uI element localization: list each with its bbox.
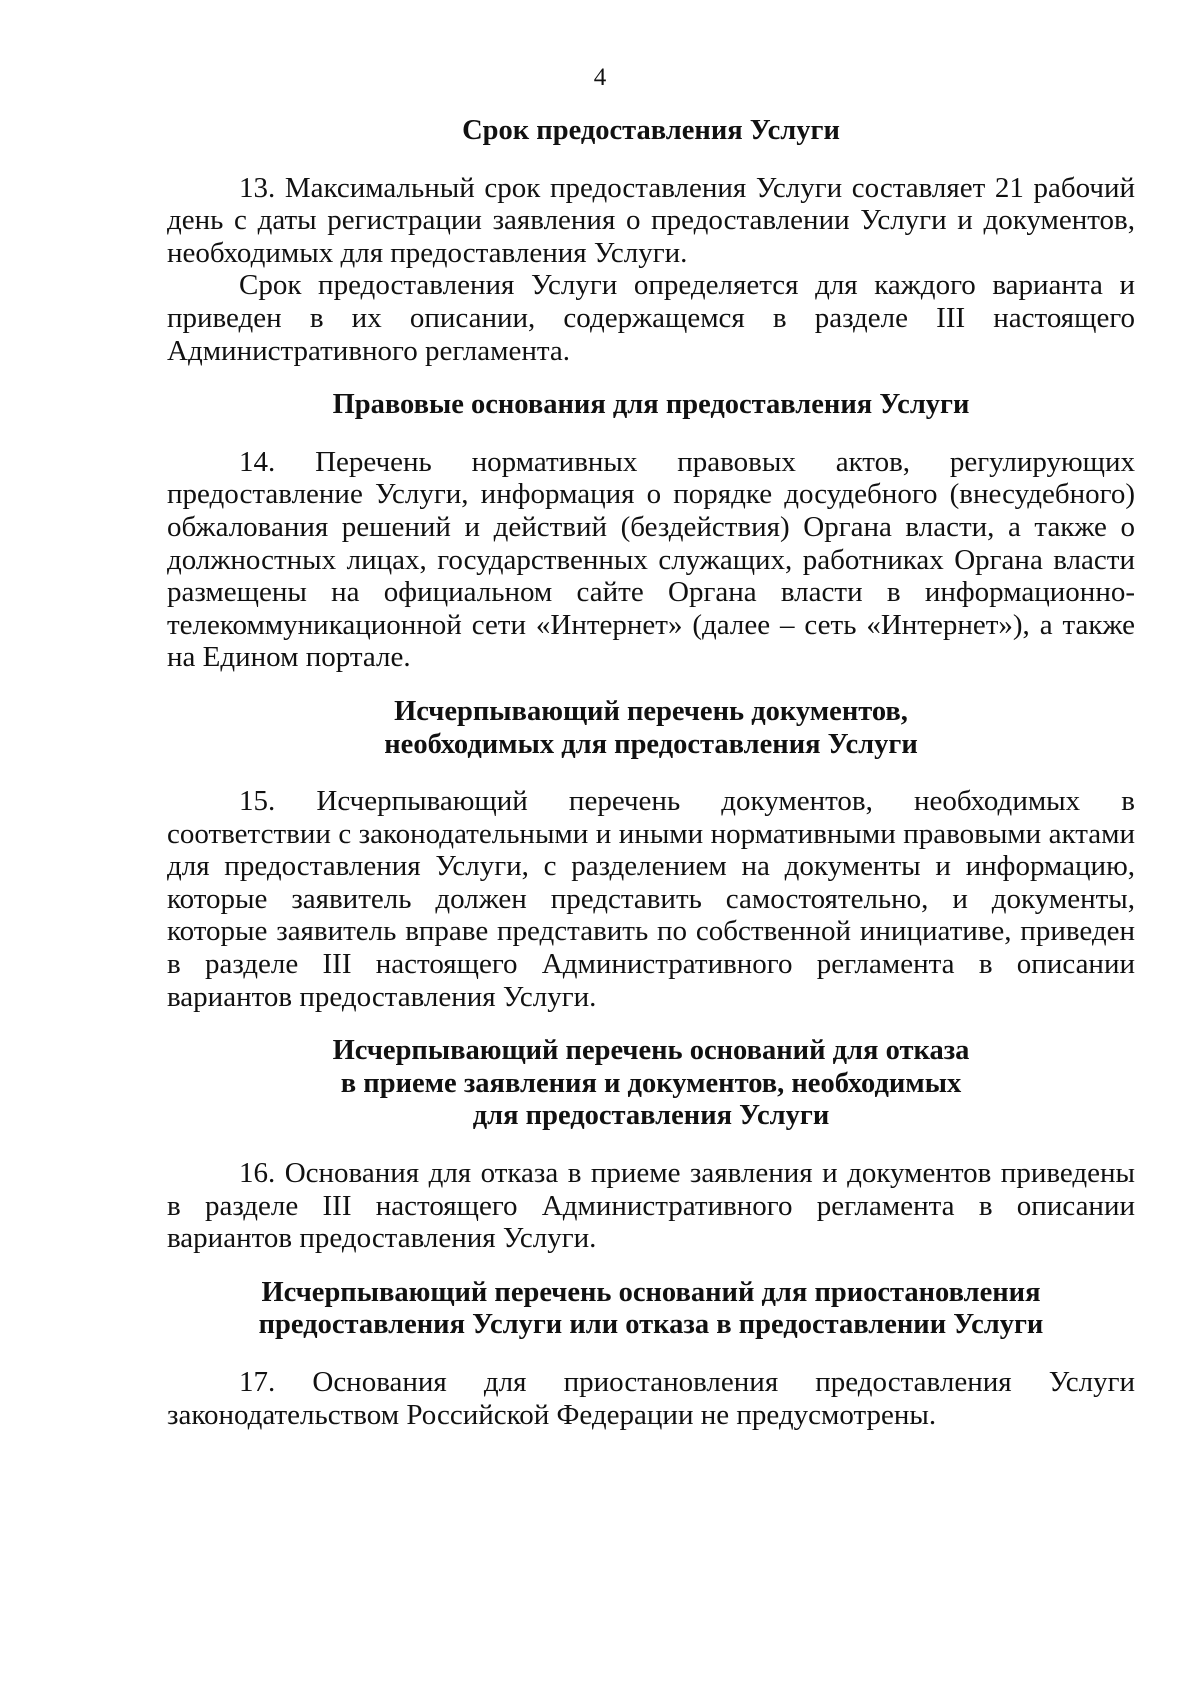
section-heading-documents-list (167, 696, 1135, 761)
page-number: 4 (593, 64, 607, 91)
heading-line: необходимых для предоставления Услуги (384, 728, 918, 760)
section-heading-refusal-grounds (167, 1035, 1135, 1133)
section-heading-legal-grounds (167, 389, 1135, 422)
paragraph-16: 16. Основания для отказа в приеме заявления и документов приведены в разделе III настоящего Административного регламента в описании вариантов предоставления Услуги. (167, 1157, 1135, 1255)
heading-line: Правовые основания для предоставления Услуги (332, 389, 970, 421)
document-body (167, 115, 1135, 1431)
heading-line: в приеме заявления и документов, необходимых (340, 1067, 962, 1099)
section-heading-suspension-grounds (167, 1277, 1135, 1342)
heading-line: предоставления Услуги или отказа в предоставлении Услуги (258, 1309, 1044, 1341)
heading-line: для предоставления Услуги (472, 1100, 830, 1132)
paragraph-15: 15. Исчерпывающий перечень документов, необходимых в соответствии с законодательными и иными нормативными правовыми актами для предоставления Услуги, с разделением на документы и информацию, которые заявитель должен представить самостоятельно, и документы, которые заявитель вправе представить по собственной инициативе, приведен в разделе III настоящего Административного регламента в описании вариантов предоставления Услуги. (167, 785, 1135, 1013)
paragraph-14: 14. Перечень нормативных правовых актов, регулирующих предоставление Услуги, информация о порядке досудебного (внесудебного) обжалования решений и действий (бездействия) Органа власти, а также о должностных лицах, государственных служащих, работниках Органа власти размещены на официальном сайте Органа власти в информационно-телекоммуникационной сети «Интернет» (далее – сеть «Интернет»), а также на Едином портале. (167, 445, 1135, 674)
paragraph-13: 13. Максимальный срок предоставления Услуги составляет 21 рабочий день с даты регистрации заявления о предоставлении Услуги и документов, необходимых для предоставления Услуги. (167, 171, 1135, 269)
heading-line: Исчерпывающий перечень оснований для приостановления (261, 1276, 1041, 1308)
heading-line: Исчерпывающий перечень оснований для отказа (332, 1035, 970, 1067)
paragraph-17: 17. Основания для приостановления предоставления Услуги законодательством Российской Федерации не предусмотрены. (167, 1366, 1135, 1431)
heading-line: Исчерпывающий перечень документов, (394, 695, 908, 727)
heading-line: Срок предоставления Услуги (462, 115, 840, 146)
section-heading-term (167, 115, 1135, 148)
paragraph-term-variants: Срок предоставления Услуги определяется для каждого варианта и приведен в их описании, содержащемся в разделе III настоящего Административного регламента. (167, 269, 1135, 367)
